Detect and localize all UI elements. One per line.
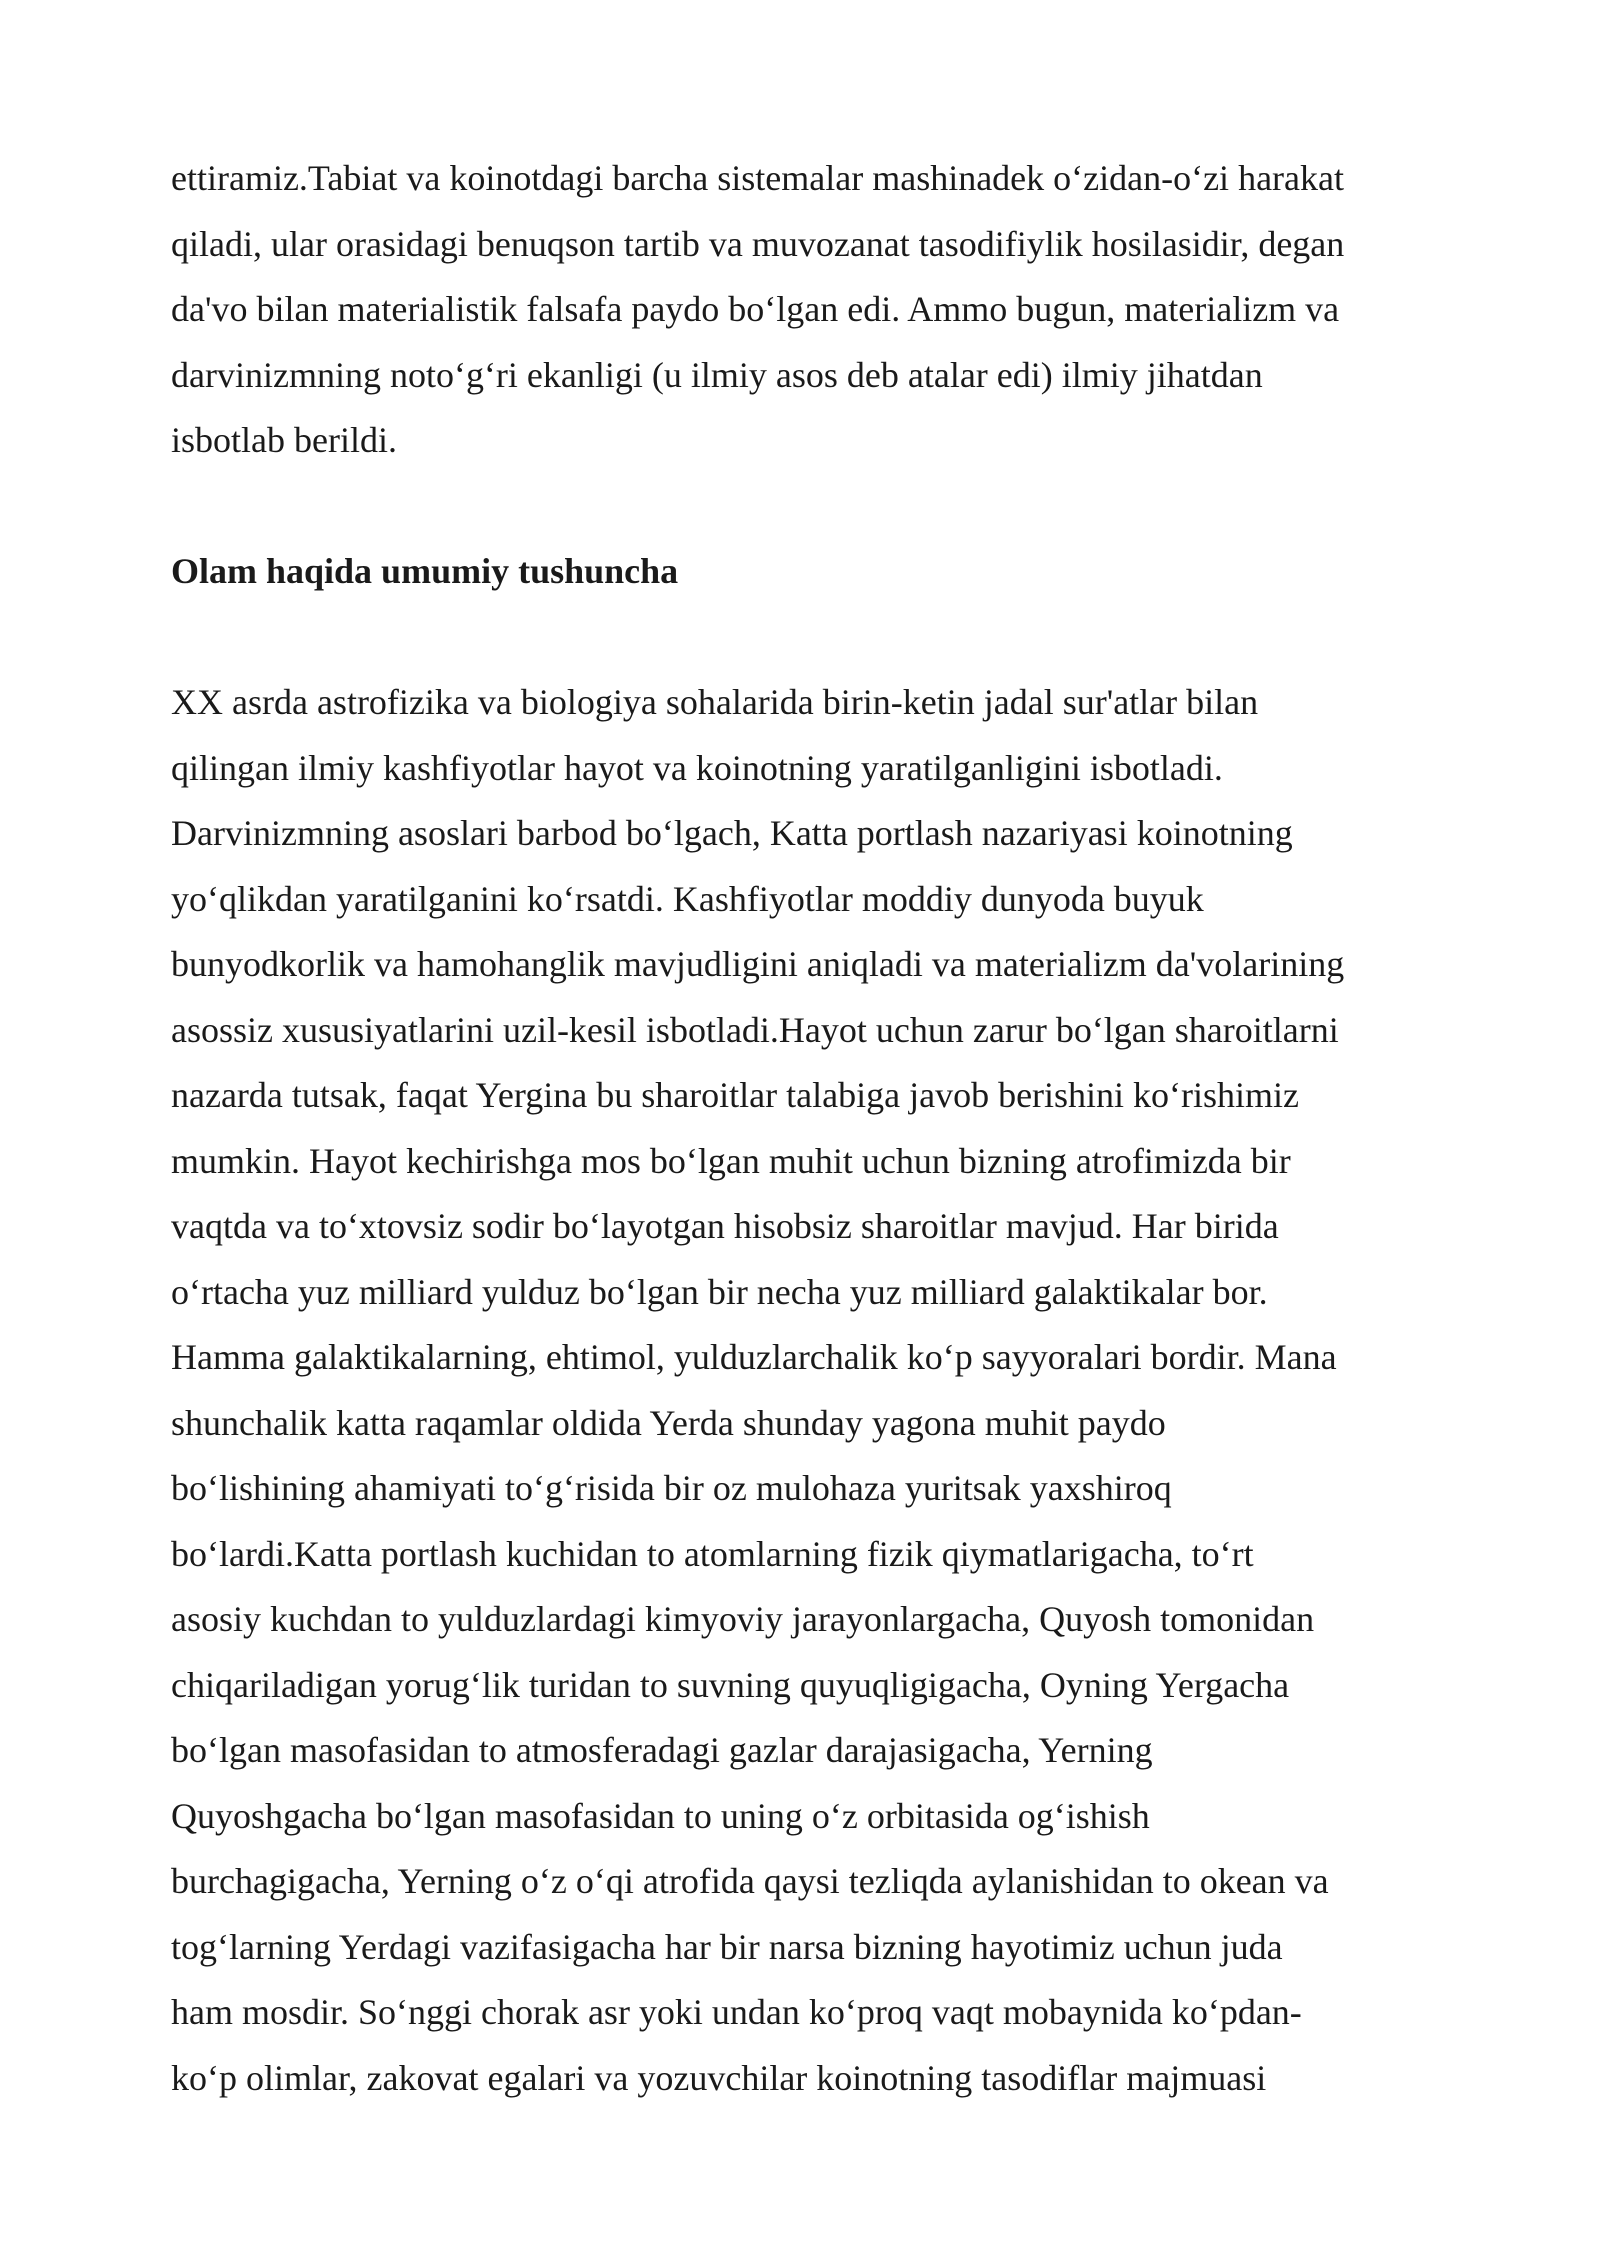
document-body <box>171 146 1411 2111</box>
text-line: da'vo bilan materialistik falsafa paydo boʻlgan edi. Ammo bugun, materializm va <box>171 289 1340 329</box>
text-line: nazarda tutsak, faqat Yergina bu sharoitlar talabiga javob berishini koʻrishimiz <box>171 1075 1300 1115</box>
text-line: ettiramiz.Tabiat va koinotdagi barcha sistemalar mashinadek oʻzidan-oʻzi harakat <box>171 158 1344 198</box>
paragraph-spacer <box>171 605 1411 671</box>
text-line: XX asrda astrofizika va biologiya sohalarida birin-ketin jadal sur'atlar bilan <box>171 682 1259 722</box>
text-line: vaqtda va toʻxtovsiz sodir boʻlayotgan hisobsiz sharoitlar mavjud. Har birida <box>171 1206 1279 1246</box>
text-line: togʻlarning Yerdagi vazifasigacha har bir narsa bizning hayotimiz uchun juda <box>171 1926 1283 1967</box>
text-line: bunyodkorlik va hamohanglik mavjudligini aniqladi va materializm da'volarining <box>171 944 1345 984</box>
text-line: shunchalik katta raqamlar oldida Yerda shunday yagona muhit paydo <box>171 1402 1166 1443</box>
text-line: koʻp olimlar, zakovat egalari va yozuvchilar koinotning tasodiflar majmuasi <box>171 2057 1267 2098</box>
text-line: oʻrtacha yuz milliard yulduz boʻlgan bir necha yuz milliard galaktikalar bor. <box>171 1271 1268 1312</box>
text-line: boʻlardi.Katta portlash kuchidan to atomlarning fizik qiymatlarigacha, toʻrt <box>171 1533 1254 1574</box>
paragraph-intro <box>171 146 1411 474</box>
text-line: Hamma galaktikalarning, ehtimol, yulduzlarchalik koʻp sayyoralari bordir. Mana <box>171 1337 1337 1377</box>
text-line: Darvinizmning asoslari barbod boʻlgach, Katta portlash nazariyasi koinotning <box>171 813 1293 853</box>
text-line: chiqariladigan yorugʻlik turidan to suvning quyuqligigacha, Oyning Yergacha <box>171 1664 1290 1705</box>
text-line: asossiz xususiyatlarini uzil-kesil isbotladi.Hayot uchun zarur boʻlgan sharoitlarni <box>171 1009 1339 1050</box>
text-line: burchagigacha, Yerning oʻz oʻqi atrofida qaysi tezliqda aylanishidan to okean va <box>171 1861 1329 1901</box>
text-line: darvinizmning notoʻgʻri ekanligi (u ilmiy asos deb atalar edi) ilmiy jihatdan <box>171 354 1263 395</box>
text-line: qilingan ilmiy kashfiyotlar hayot va koinotning yaratilganligini isbotladi. <box>171 747 1223 788</box>
text-line: yoʻqlikdan yaratilganini koʻrsatdi. Kashfiyotlar moddiy dunyoda buyuk <box>171 878 1204 919</box>
text-line: asosiy kuchdan to yulduzlardagi kimyoviy jarayonlargacha, Quyosh tomonidan <box>171 1599 1315 1639</box>
text-line: ham mosdir. Soʻnggi chorak asr yoki undan koʻproq vaqt mobaynida koʻpdan- <box>171 1992 1302 2032</box>
section-heading: Olam haqida umumiy tushuncha <box>171 551 679 591</box>
paragraph-spacer <box>171 474 1411 540</box>
text-line: mumkin. Hayot kechirishga mos boʻlgan muhit uchun bizning atrofimizda bir <box>171 1140 1291 1181</box>
text-line: isbotlab berildi. <box>171 420 397 460</box>
text-line: boʻlgan masofasidan to atmosferadagi gazlar darajasigacha, Yerning <box>171 1730 1153 1770</box>
text-line: boʻlishining ahamiyati toʻgʻrisida bir oz mulohaza yuritsak yaxshiroq <box>171 1468 1172 1508</box>
paragraph-main <box>171 670 1411 2111</box>
text-line: Quyoshgacha boʻlgan masofasidan to uning oʻz orbitasida ogʻishish <box>171 1795 1150 1836</box>
text-line: qiladi, ular orasidagi benuqson tartib va muvozanat tasodifiylik hosilasidir, degan <box>171 223 1345 264</box>
